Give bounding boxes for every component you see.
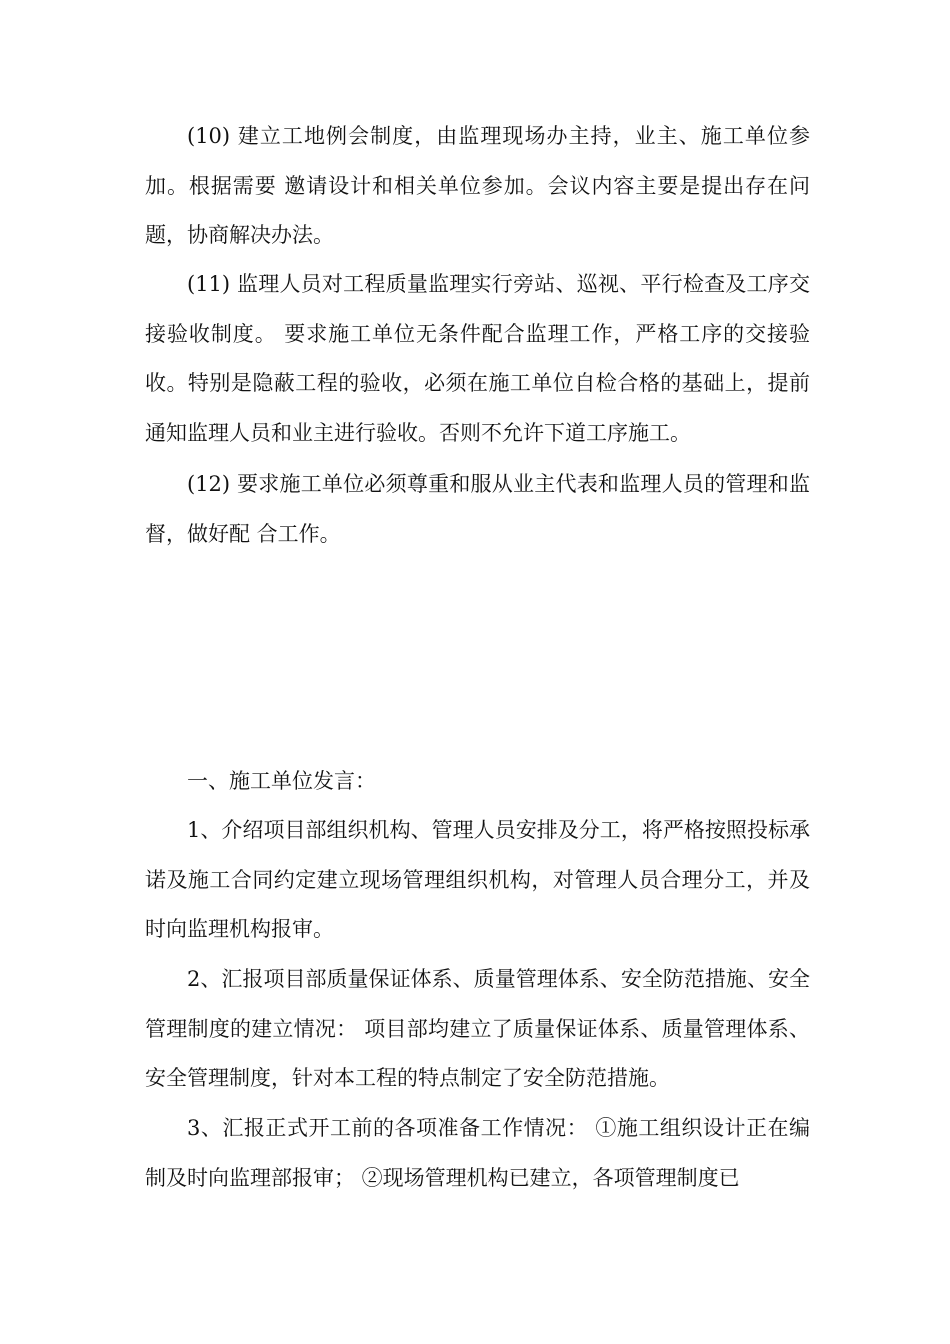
section-item-1: 1、介绍项目部组织机构、管理人员安排及分工，将严格按照投标承诺及施工合同约定建立现场管理组织机构，对管理人员合理分工，并及时向监理机构报审。 (145, 818, 810, 941)
paragraph-11: (11) 监理人员对工程质量监理实行旁站、巡视、平行检查及工序交接验收制度。 要求施工单位无条件配合监理工作，严格工序的交接验收。特别是隐蔽工程的验收，必须在施工单位自检合格的基础上，提前通知监理人员和业主进行验收。否则不允许下道工序施工。 (145, 272, 810, 445)
paragraph-10: (10) 建立工地例会制度，由监理现场办主持，业主、施工单位参加。根据需要 邀请设计和相关单位参加。会议内容主要是提出存在问题，协商解决办法。 (145, 124, 810, 247)
section-item-2: 2、汇报项目部质量保证体系、质量管理体系、安全防范措施、安全管理制度的建立情况： 项目部均建立了质量保证体系、质量管理体系、安全管理制度，针对本工程的特点制定了安全防范措施。 (145, 967, 810, 1090)
section-item-3: 3、汇报正式开工前的各项准备工作情况： ①施工组织设计正在编制及时向监理部报审； ②现场管理机构已建立，各项管理制度已 (145, 1116, 810, 1190)
paragraph-12: (12) 要求施工单位必须尊重和服从业主代表和监理人员的管理和监督，做好配 合工作。 (145, 472, 810, 546)
section-heading: 一、施工单位发言： (187, 769, 376, 793)
